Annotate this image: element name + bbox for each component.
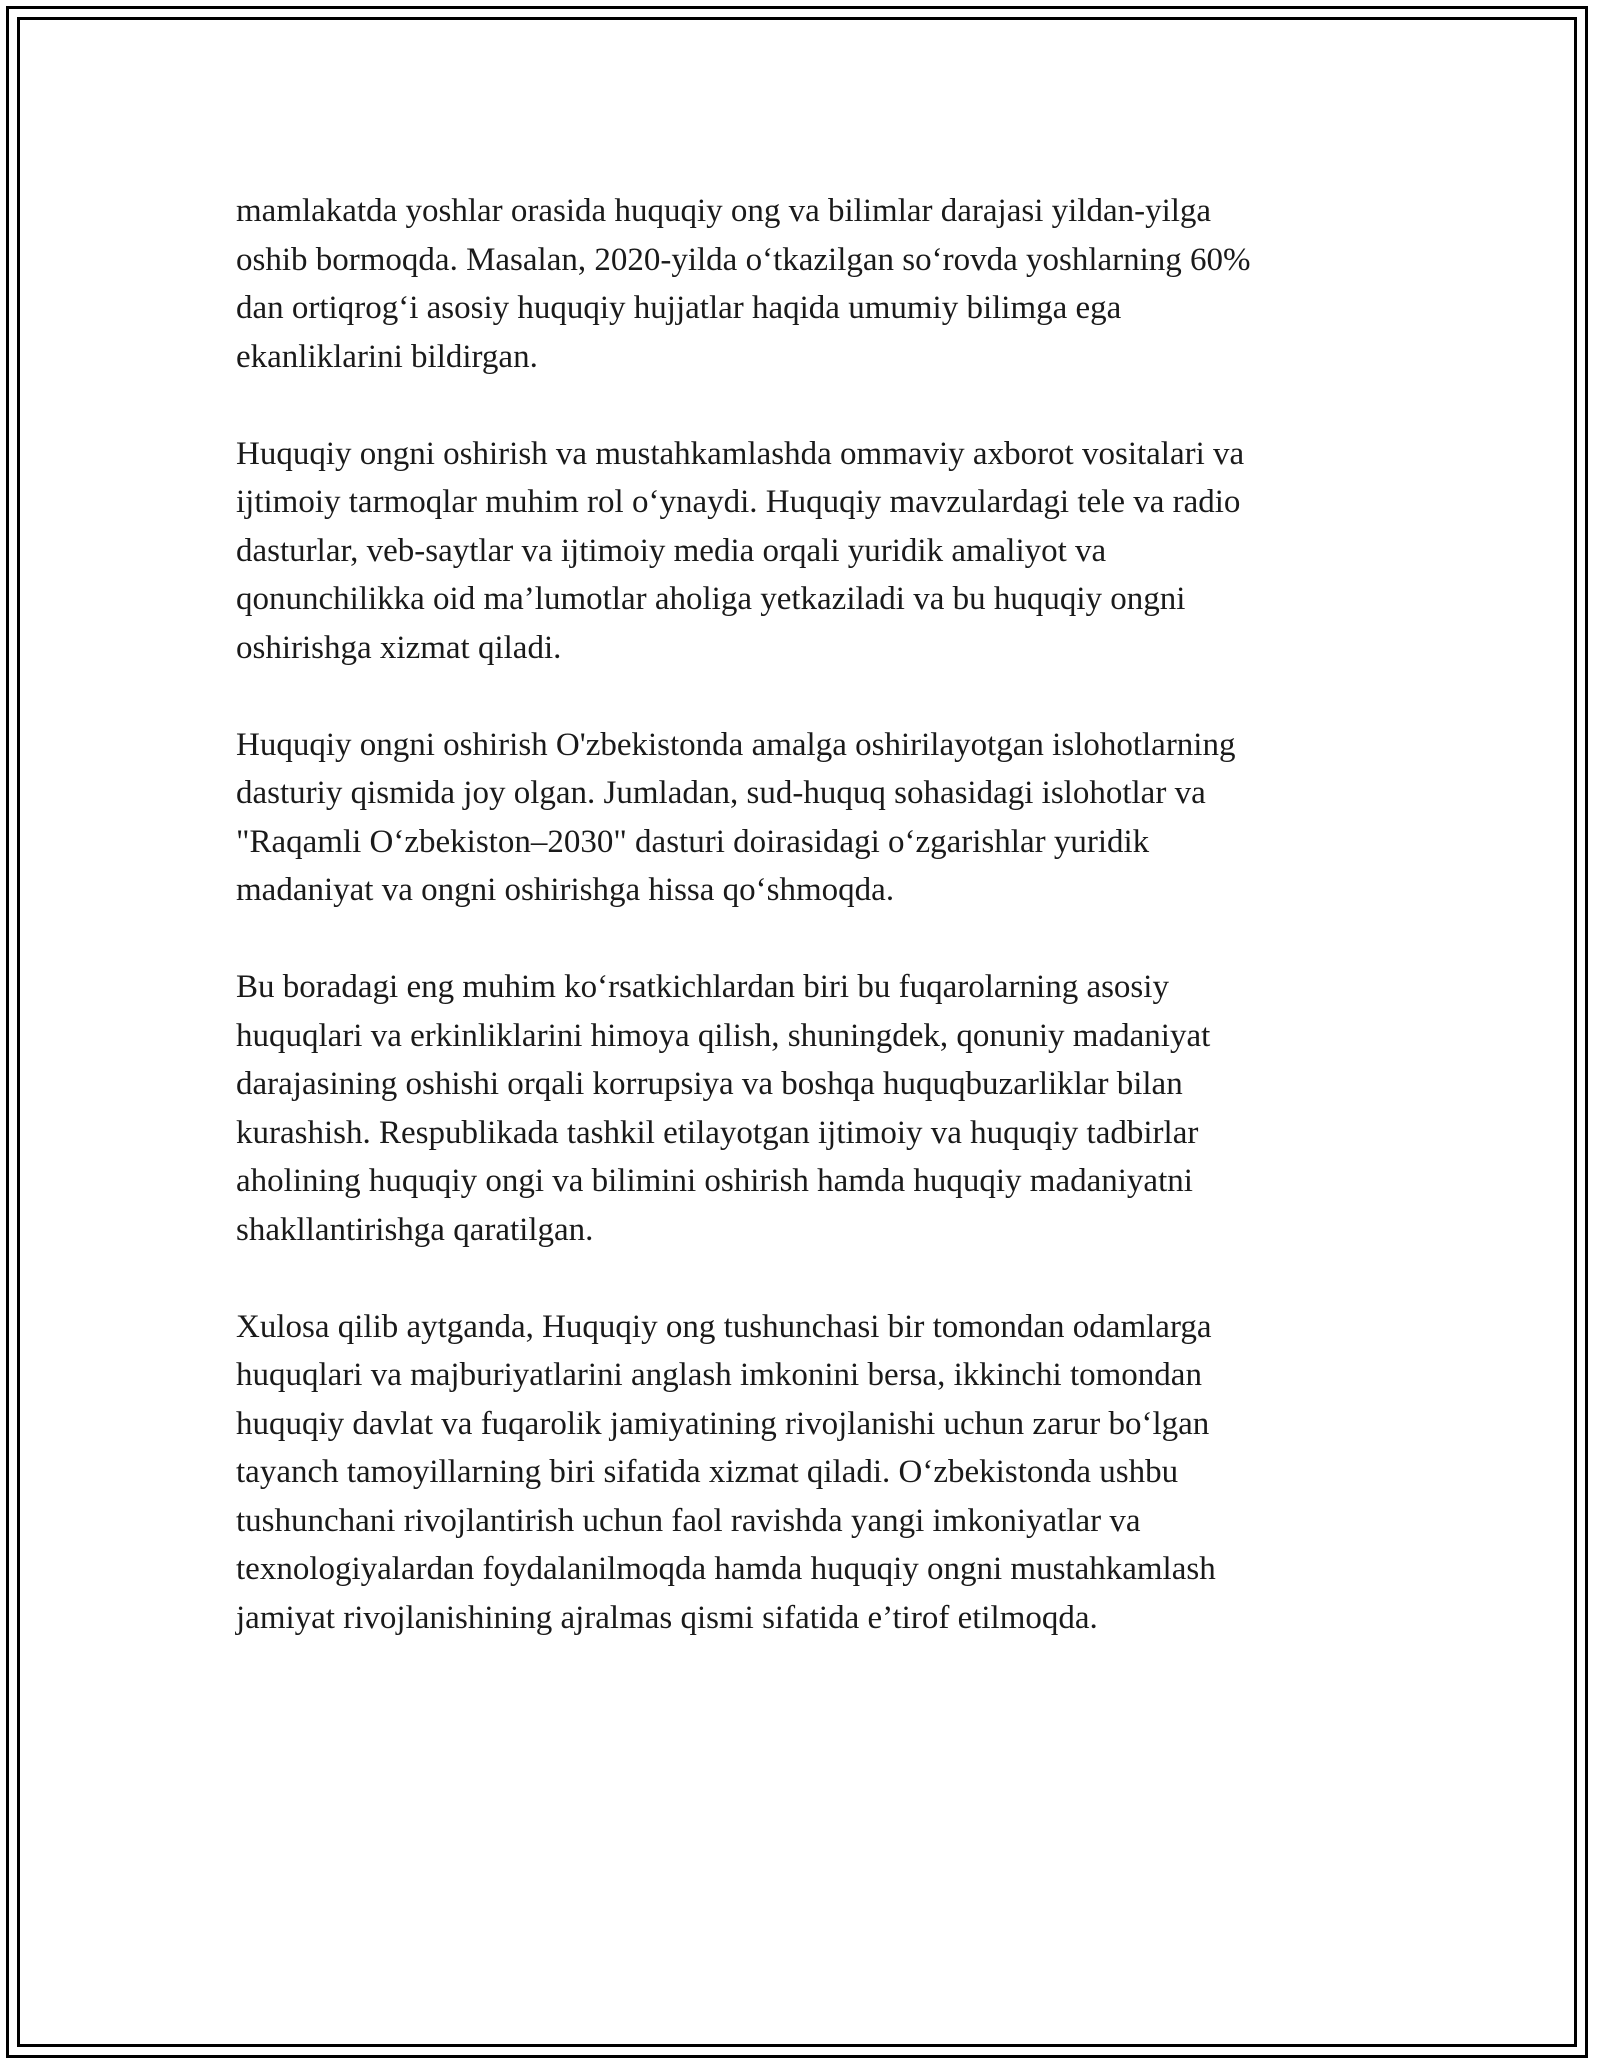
paragraph-key-indicators: Bu boradagi eng muhim ko‘rsatkichlardan biri bu fuqarolarning asosiy huquqlari va erkinliklarini himoya qilish, shuningdek, qonuniy madaniyat darajasining oshishi orqali korrupsiya va boshqa huquqbuzarliklar bilan kurashish. Respublikada tashkil etilayotgan ijtimoiy va huquqiy tadbirlar aholining huquqiy ongi va bilimini oshirish hamda huquqiy madaniyatni shakllantirishga qaratilgan. — [236, 969, 1211, 1248]
paragraph-mass-media-role: Huquqiy ongni oshirish va mustahkamlashda ommaviy axborot vositalari va ijtimoiy tarmoqlar muhim rol o‘ynaydi. Huquqiy mavzulardagi tele va radio dasturlar, veb-saytlar va ijtimoiy media orqali yuridik amaliyot va qonunchilikka oid ma’lumotlar aholiga yetkaziladi va bu huquqiy ongni oshirishga xizmat qiladi. — [236, 435, 1245, 666]
document-body — [236, 187, 1376, 1691]
paragraph-reforms: Huquqiy ongni oshirish O'zbekistonda amalga oshirilayotgan islohotlarning dasturiy qismida joy olgan. Jumladan, sud-huquq sohasidagi islohotlar va "Raqamli O‘zbekiston–2030" dasturi doirasidagi o‘zgarishlar yuridik madaniyat va ongni oshirishga hissa qo‘shmoqda. — [236, 726, 1236, 908]
paragraph-conclusion: Xulosa qilib aytganda, Huquqiy ong tushunchasi bir tomondan odamlarga huquqlari va majburiyatlarini anglash imkonini bersa, ikkinchi tomondan huquqiy davlat va fuqarolik jamiyatining rivojlanishi uchun zarur bo‘lgan tayanch tamoyillarning biri sifatida xizmat qiladi. O‘zbekistonda ushbu tushunchani rivojlantirish uchun faol ravishda yangi imkoniyatlar va texnologiyalardan foydalanilmoqda hamda huquqiy ongni mustahkamlash jamiyat rivojlanishining ajralmas qismi sifatida e’tirof etilmoqda. — [236, 1308, 1216, 1636]
paragraph-youth-legal-awareness: mamlakatda yoshlar orasida huquqiy ong va bilimlar darajasi yildan-yilga oshib bormoqda. Masalan, 2020-yilda o‘tkazilgan so‘rovda yoshlarning 60% dan ortiqrog‘i asosiy huquqiy hujjatlar haqida umumiy bilimga ega ekanliklarini bildirgan. — [236, 193, 1251, 375]
